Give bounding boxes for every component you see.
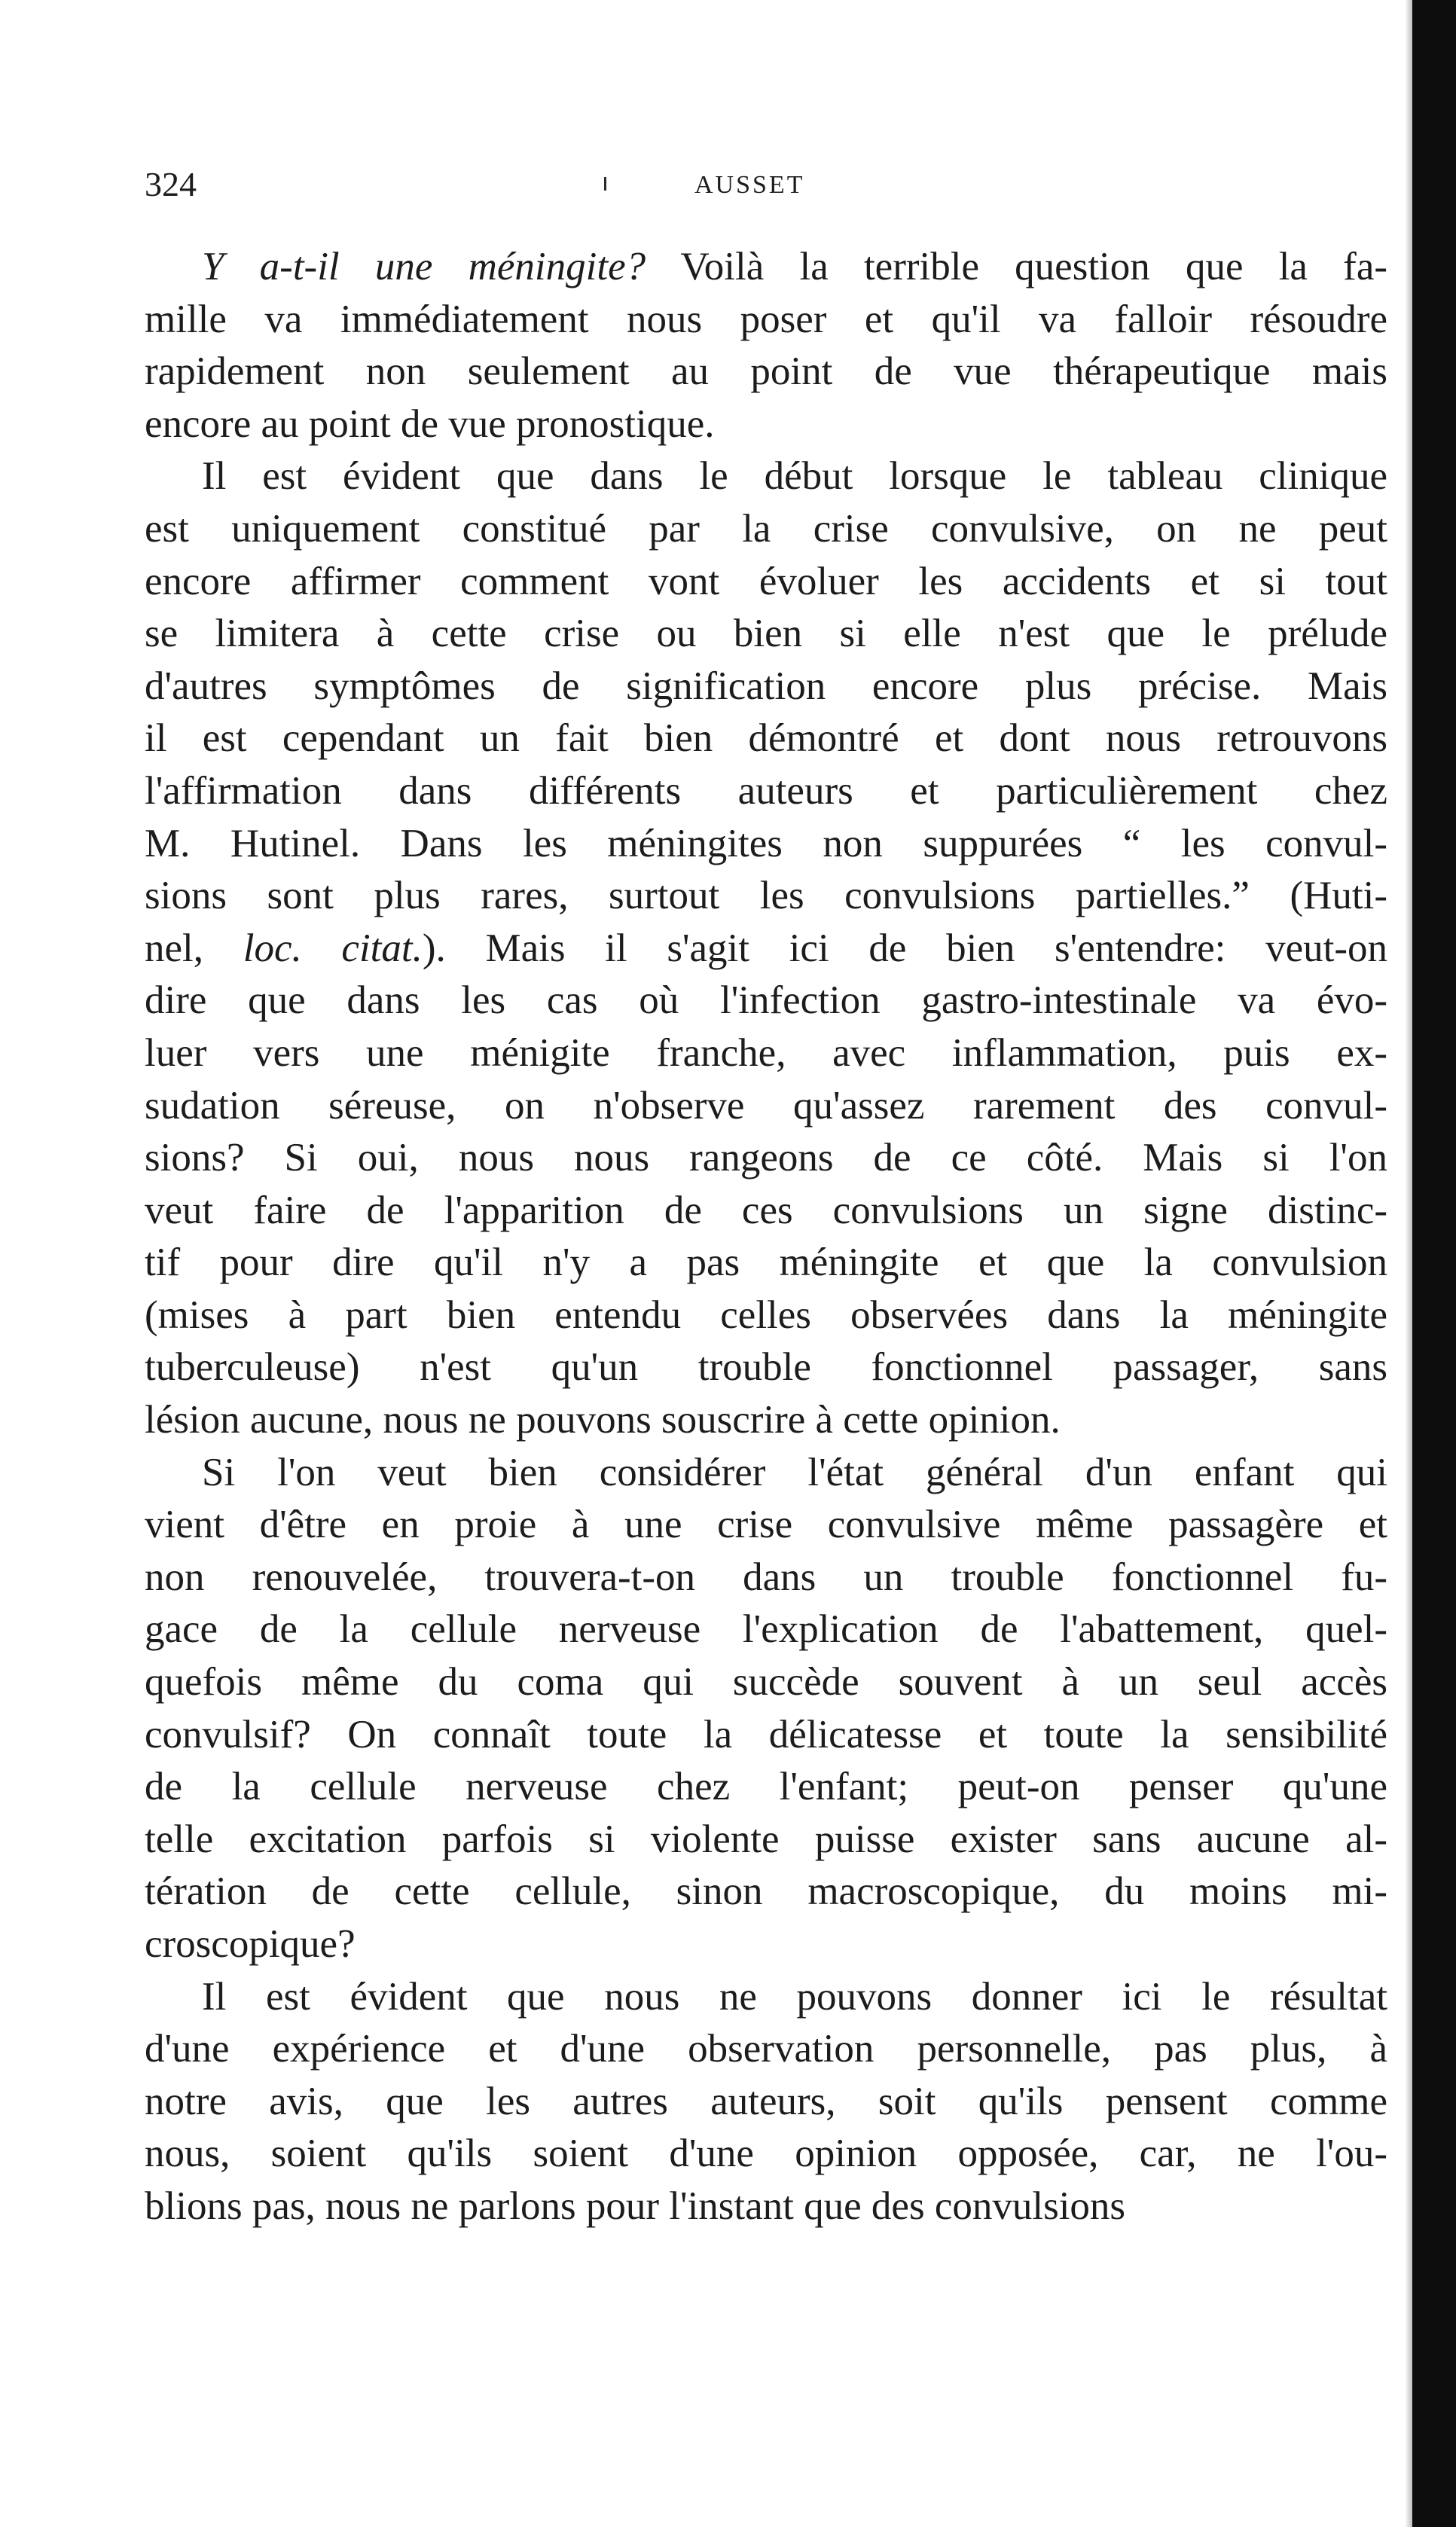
line-text: tuberculeuse) n'est qu'un trouble fonctionnel passager, sans xyxy=(145,1345,1387,1390)
line-text: sudation séreuse, on n'observe qu'assez rarement des convul- xyxy=(145,1083,1387,1128)
line-text: sions? Si oui, nous nous rangeons de ce côté. Mais si l'on xyxy=(145,1136,1387,1180)
line-text: est uniquement constitué par la crise convulsive, on ne peut xyxy=(145,506,1387,551)
text-line xyxy=(145,503,1387,556)
text-line xyxy=(145,1341,1387,1394)
line-text: tif pour dire qu'il n'y a pas méningite et que la convulsion xyxy=(145,1241,1387,1285)
line-text: lésion aucune, nous ne pouvons souscrire à cette opinion. xyxy=(145,1398,1061,1442)
text-line xyxy=(145,2128,1387,2181)
text-line xyxy=(145,1866,1387,1918)
line-text: se limitera à cette crise ou bien si elle n'est que le prélude xyxy=(145,612,1387,656)
text-line xyxy=(145,1027,1387,1080)
line-text: (mises à part bien entendu celles observées dans la méningite xyxy=(145,1292,1387,1337)
paragraph xyxy=(145,241,1387,450)
line-text: M. Hutinel. Dans les méningites non suppurées “ les convul- xyxy=(145,821,1387,865)
text-line xyxy=(145,2181,1387,2233)
text-line xyxy=(145,1080,1387,1133)
text-line xyxy=(145,1289,1387,1342)
line-text: nous, soient qu'ils soient d'une opinion opposée, car, ne l'ou- xyxy=(145,2132,1387,2176)
text-line xyxy=(145,661,1387,713)
line-text: gace de la cellule nerveuse l'explication de l'abattement, quel- xyxy=(145,1607,1387,1652)
line-text: luer vers une ménigite franche, avec inflammation, puis ex- xyxy=(145,1030,1387,1075)
text-line xyxy=(145,1185,1387,1238)
text-line xyxy=(145,1709,1387,1762)
text-line xyxy=(145,346,1387,398)
line-text: blions pas, nous ne parlons pour l'instant que des convulsions xyxy=(145,2184,1126,2228)
line-text: quefois même du coma qui succède souvent à un seul accès xyxy=(145,1660,1387,1705)
text-line xyxy=(145,1237,1387,1289)
scanned-page-edge xyxy=(1412,0,1456,2527)
running-head: AUSSET xyxy=(694,171,805,199)
line-text: rapidement non seulement au point de vue thérapeutique mais xyxy=(145,349,1387,394)
line-text: d'autres symptômes de signification encore plus précise. Mais xyxy=(145,664,1387,708)
text-line xyxy=(145,1499,1387,1552)
text-line xyxy=(145,2076,1387,2129)
line-text: notre avis, que les autres auteurs, soit qu'ils pensent comme xyxy=(145,2079,1387,2123)
page-gutter-shadow xyxy=(1405,0,1412,2527)
line-text: Voilà la terrible question que la fa- xyxy=(646,245,1387,288)
text-line xyxy=(145,1552,1387,1604)
page-number: 324 xyxy=(145,165,197,203)
line-text: telle excitation parfois si violente puisse exister sans aucune al- xyxy=(145,1817,1387,1861)
italic-citation: loc. citat. xyxy=(243,926,423,970)
text-line xyxy=(145,1656,1387,1709)
text-line xyxy=(145,1971,1387,2024)
line-text: non renouvelée, trouvera-t-on dans un trouble fonctionnel fu- xyxy=(145,1555,1387,1599)
text-line xyxy=(145,1447,1387,1500)
text-line xyxy=(145,2023,1387,2076)
line-text: de la cellule nerveuse chez l'enfant; peut-on penser qu'une xyxy=(145,1765,1387,1809)
line-text: il est cependant un fait bien démontré et dont nous retrouvons xyxy=(145,716,1387,761)
italic-phrase: Y a-t-il une méningite? xyxy=(202,245,646,288)
line-text: Si l'on veut bien considérer l'état général d'un enfant qui xyxy=(202,1450,1387,1494)
text-line xyxy=(145,294,1387,346)
text-line xyxy=(145,1761,1387,1814)
line-text: l'affirmation dans différents auteurs et particulièrement chez xyxy=(145,768,1387,813)
page-header xyxy=(145,162,1372,215)
text-line xyxy=(145,1132,1387,1185)
line-text: vient d'être en proie à une crise convulsive même passagère et xyxy=(145,1503,1387,1547)
line-text: veut faire de l'apparition de ces convulsions un signe distinc- xyxy=(145,1188,1387,1232)
header-tick-mark xyxy=(604,177,606,191)
line-text: sions sont plus rares, surtout les convulsions partielles.” (Huti- xyxy=(145,874,1387,918)
text-line xyxy=(145,818,1387,871)
text-line xyxy=(145,1814,1387,1866)
line-text: mille va immédiatement nous poser et qu'il va falloir résoudre xyxy=(145,297,1387,341)
text-line xyxy=(145,1918,1387,1971)
text-line xyxy=(145,923,1387,975)
line-text: d'une expérience et d'une observation personnelle, pas plus, à xyxy=(145,2027,1387,2071)
line-text: tération de cette cellule, sinon macroscopique, du moins mi- xyxy=(145,1869,1387,1914)
paragraph xyxy=(145,1971,1387,2233)
line-text: nel, xyxy=(145,926,243,970)
paragraph xyxy=(145,450,1387,1446)
text-line xyxy=(145,975,1387,1027)
line-text: encore au point de vue pronostique. xyxy=(145,401,715,446)
text-line xyxy=(145,608,1387,661)
text-line xyxy=(145,556,1387,609)
text-line xyxy=(145,241,1387,294)
text-line xyxy=(145,450,1387,503)
line-text: Il est évident que dans le début lorsque le tableau clinique xyxy=(202,454,1387,499)
text-line xyxy=(145,398,1387,451)
line-text: Il est évident que nous ne pouvons donner ici le résultat xyxy=(202,1974,1387,2019)
text-line xyxy=(145,765,1387,818)
line-text: encore affirmer comment vont évoluer les accidents et si tout xyxy=(145,559,1387,603)
paragraph xyxy=(145,1447,1387,1971)
text-line xyxy=(145,870,1387,923)
body-text xyxy=(145,241,1387,2233)
text-line xyxy=(145,713,1387,765)
line-text: convulsif? On connaît toute la délicatesse et toute la sensibilité xyxy=(145,1712,1387,1756)
text-line xyxy=(145,1604,1387,1656)
line-text: dire que dans les cas où l'infection gastro-intestinale va évo- xyxy=(145,978,1387,1023)
text-line xyxy=(145,1394,1387,1447)
line-text: croscopique? xyxy=(145,1922,356,1966)
line-text: ). Mais il s'agit ici de bien s'entendre: veut-on xyxy=(422,926,1388,970)
